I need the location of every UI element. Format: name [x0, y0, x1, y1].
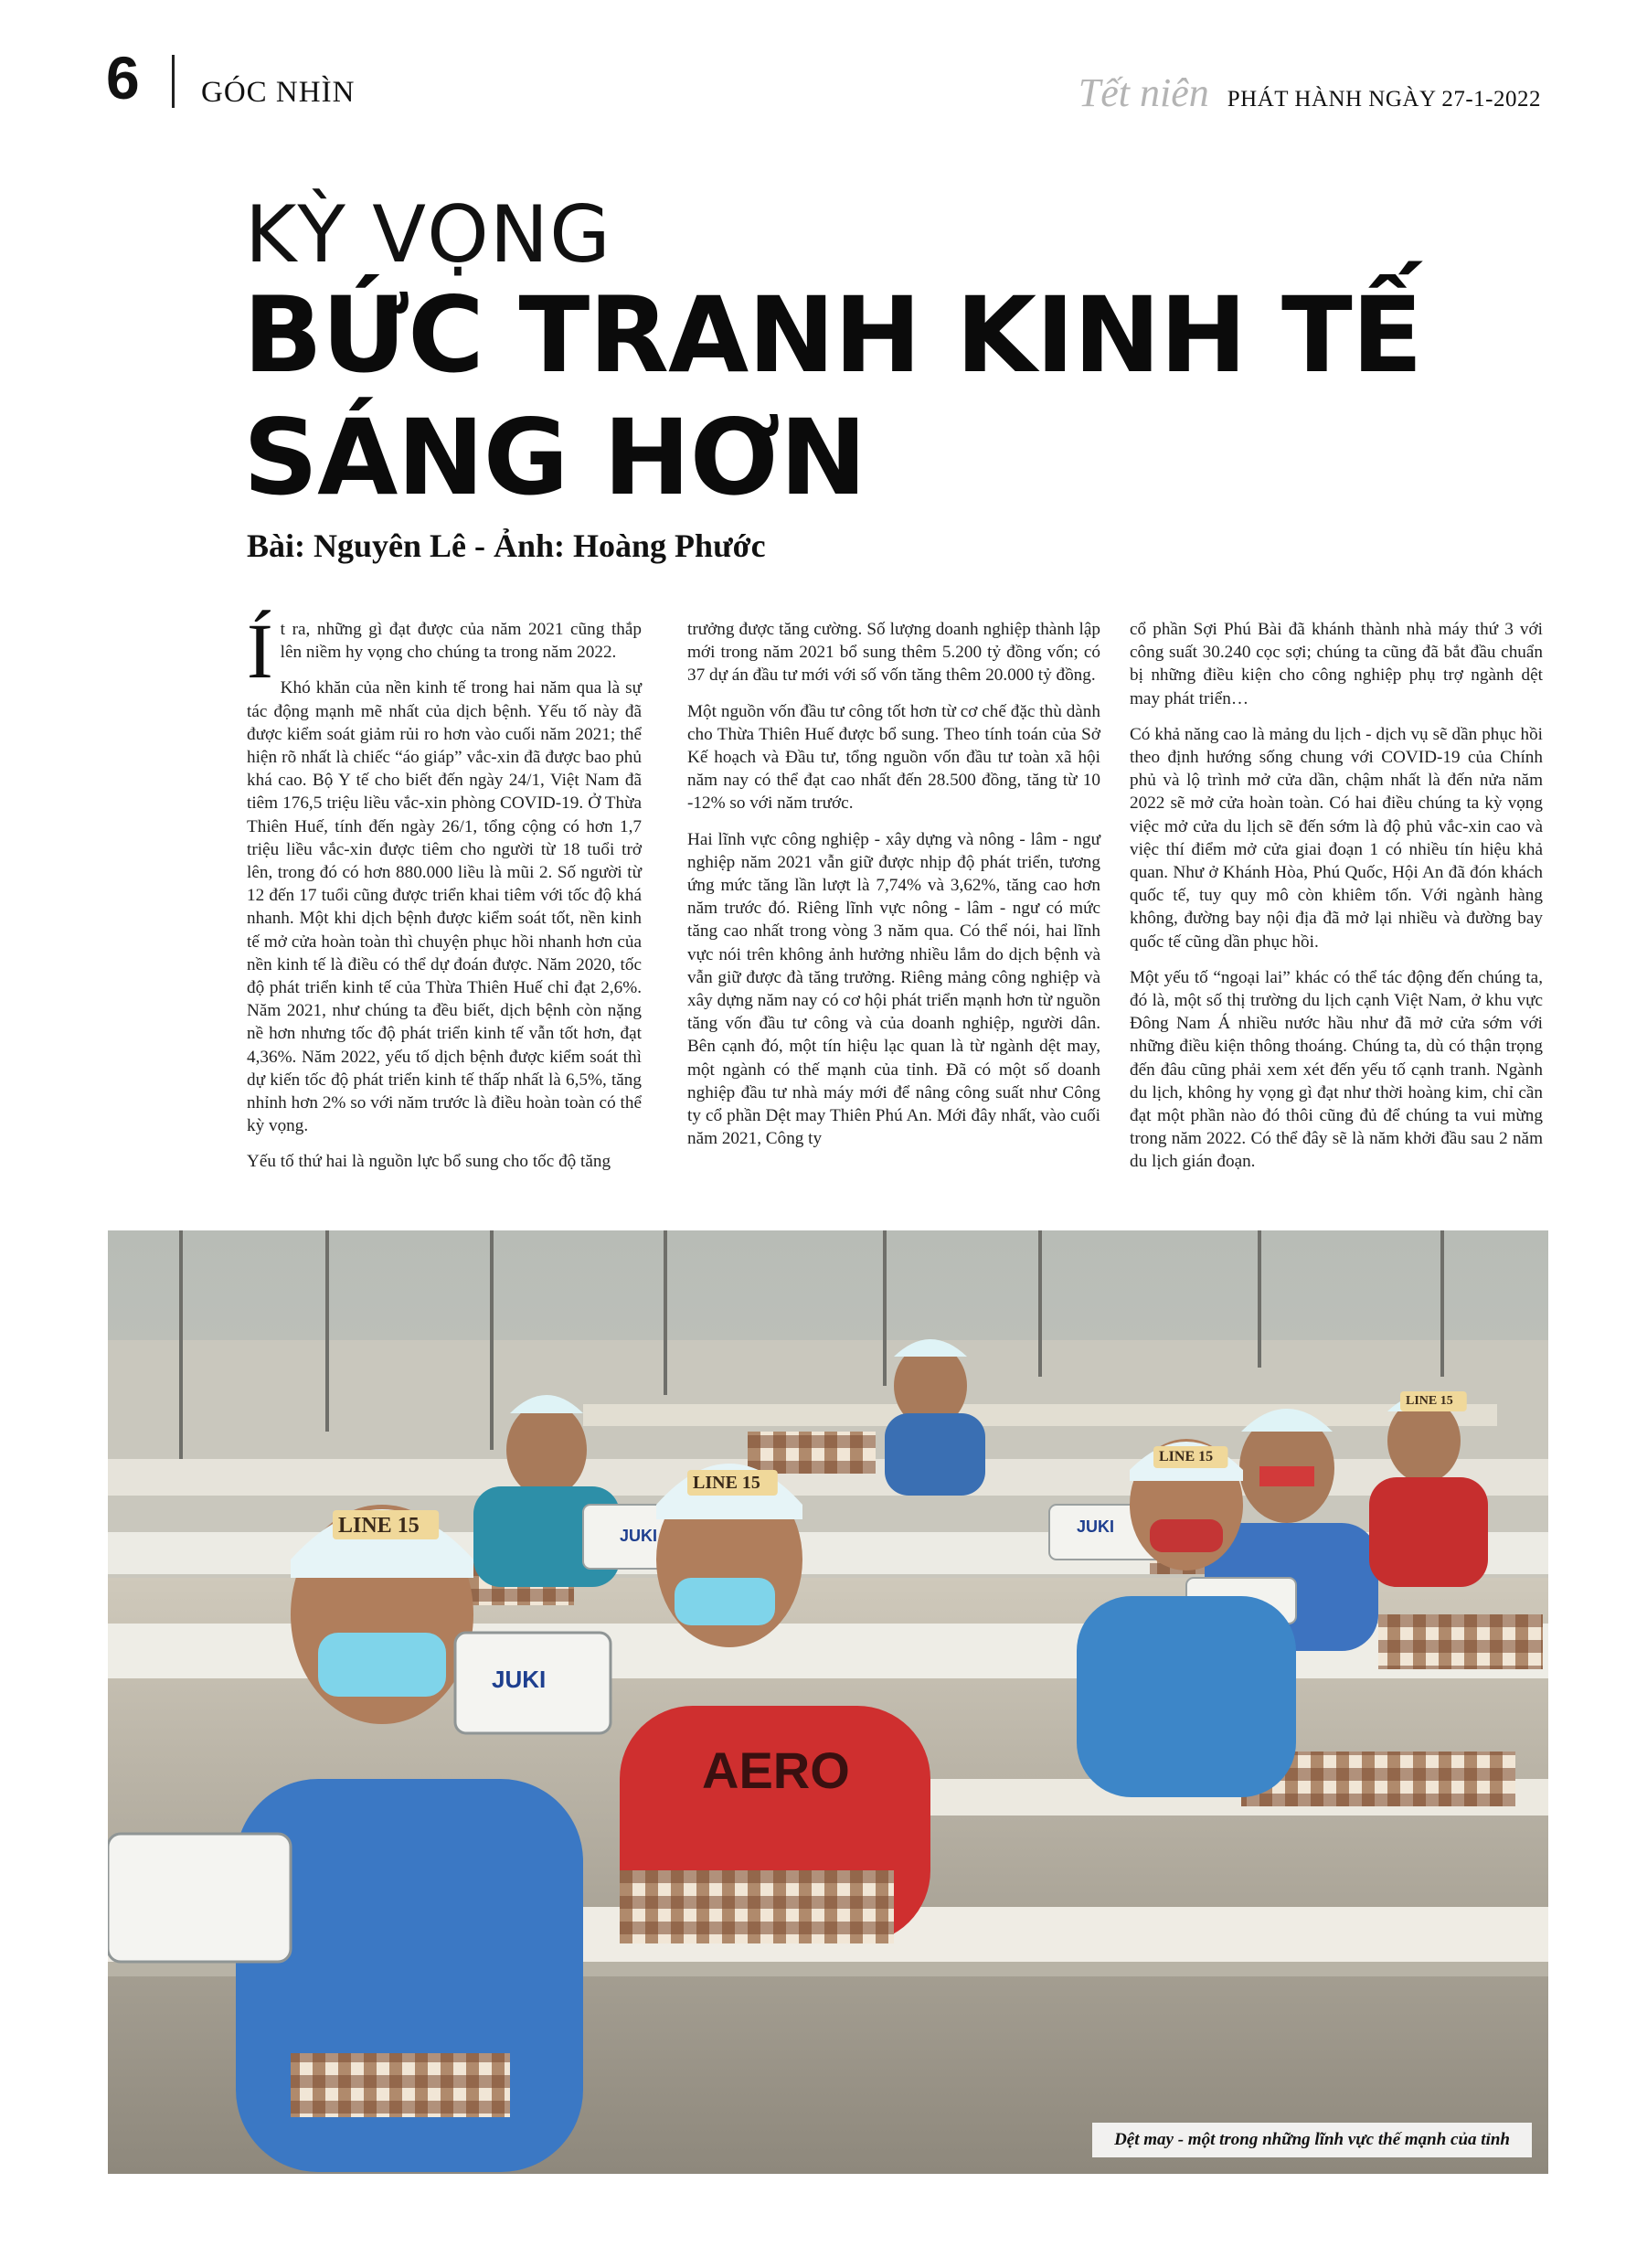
- article-column-1: [247, 607, 642, 1187]
- sewing-workshop-illustration: [108, 1230, 1548, 2174]
- page-number: 6: [106, 44, 140, 112]
- issue-info: [1079, 69, 1541, 116]
- article-headline: BỨC TRANH KINH TẾ SÁNG HƠN: [243, 274, 1422, 518]
- cap-label: LINE 15: [1159, 1449, 1214, 1464]
- publication-brand: Tết niên: [1078, 70, 1209, 115]
- machine-brand-label: JUKI: [620, 1527, 658, 1545]
- header-divider: [172, 55, 175, 108]
- paragraph: cổ phần Sợi Phú Bài đã khánh thành nhà máy thứ 3 với công suất 30.240 cọc sợi; chúng ta cũng đã bắt đầu chuẩn bị những điều kiện cho công nghiệp phụ trợ ngành dệt may phát triển…: [1130, 620, 1543, 708]
- paragraph: Yếu tố thứ hai là nguồn lực bổ sung cho tốc độ tăng: [247, 1152, 611, 1172]
- article-column-2: [687, 618, 1100, 1163]
- paragraph-text: t ra, những gì đạt được của năm 2021 cũng thắp lên niềm hy vọng cho chúng ta trong năm 2022.: [280, 620, 642, 663]
- machine-brand-label: JUKI: [1077, 1517, 1115, 1536]
- shirt-print: AERO: [702, 1741, 850, 1799]
- machine-brand-label: JUKI: [492, 1666, 547, 1693]
- cap-label: LINE 15: [1406, 1394, 1453, 1408]
- cap-label: LINE 15: [338, 1514, 420, 1538]
- paragraph: trưởng được tăng cường. Số lượng doanh nghiệp thành lập mới trong năm 2021 bổ sung thêm 5.200 tỷ đồng vốn; có 37 dự án đầu tư mới với số vốn tăng thêm 20.000 tỷ đồng.: [687, 620, 1100, 686]
- paragraph: Hai lĩnh vực công nghiệp - xây dựng và nông - lâm - ngư nghiệp năm 2021 vẫn giữ được nhịp độ phát triển, tương ứng mức tăng lần lượt là 7,74% và 3,62%, tăng cao hơn năm trước đó. Riêng lĩnh vực nông - lâm - ngư có mức tăng cao nhất trong vòng 3 năm qua. Có thể nói, hai lĩnh vực nói trên không ảnh hưởng nhiều lắm do dịch bệnh và vẫn giữ được đà tăng trưởng. Riêng mảng công nghiệp và xây dựng năm nay có cơ hội phát triển mạnh hơn từ nguồn tăng vốn đầu tư công và của doanh nghiệp, người dân. Bên cạnh đó, một tín hiệu lạc quan là từ ngành dệt may, một ngành có thế mạnh của tỉnh. Đã có một số doanh nghiệp đầu tư nhà máy mới để nâng công suất như Công ty cổ phần Dệt may Thiên Phú An. Mới đây nhất, vào cuối năm 2021, Công ty: [687, 829, 1100, 1149]
- article-byline: Bài: Nguyên Lê - Ảnh: Hoàng Phước: [247, 527, 766, 564]
- cap-label: LINE 15: [693, 1473, 760, 1493]
- paragraph: Có khả năng cao là mảng du lịch - dịch vụ sẽ dần phục hồi theo định hướng sống chung với COVID-19 của Chính phủ và lộ trình mở cửa dần, chậm nhất là đến nửa năm 2022 sẽ mở cửa hoàn toàn. Có hai điều chúng ta kỳ vọng việc mở cửa du lịch sẽ đến sớm là độ phủ vắc-xin cao và việc thí điểm mở cửa giai đoạn 1 có nhiều tín hiệu khả quan. Như ở Khánh Hòa, Phú Quốc, Hội An đã đón khách quốc tế, tuy quy mô còn khiêm tốn. Với ngành hàng không, đường bay nội địa đã mở lại nhiều và đường bay quốc tế cũng dần phục hồi.: [1130, 724, 1543, 952]
- paragraph: Một yếu tố “ngoại lai” khác có thể tác động đến chúng ta, đó là, một số thị trường du lịch cạnh Việt Nam, ở khu vực Đông Nam Á nhiều nước hầu như đã mở cửa sớm với những điều kiện thông thoáng. Chúng ta, dù có thận trọng đến đâu cũng phải xem xét đến yếu tố cạnh tranh. Ngành du lịch, không hy vọng gì đạt như thời hoàng kim, chỉ cần đạt một phần nào đó thôi cũng đủ để chúng ta vui mừng trong năm 2022. Có thể đây sẽ là năm khởi đầu sau 2 năm du lịch gián đoạn.: [1130, 967, 1543, 1172]
- paragraph: Một nguồn vốn đầu tư công tốt hơn từ cơ chế đặc thù dành cho Thừa Thiên Huế được bổ sung. Theo tính toán của Sở Kế hoạch và Đầu tư, tổng nguồn vốn đầu tư toàn xã hội năm nay có thể đạt cao nhất đến 28.500 đồng, tăng từ 10 -12% so với năm trước.: [687, 701, 1100, 814]
- issue-date: PHÁT HÀNH NGÀY 27-1-2022: [1227, 87, 1541, 112]
- paragraph: [247, 607, 642, 695]
- photo-caption: Dệt may - một trong những lĩnh vực thế mạnh của tỉnh: [1092, 2123, 1532, 2157]
- article-kicker: KỲ VỌNG: [245, 189, 611, 281]
- article-column-3: [1130, 618, 1543, 1187]
- paragraph: Khó khăn của nền kinh tế trong hai năm qua là sự tác động mạnh mẽ nhất của dịch bệnh. Yếu tố này đã được kiểm soát giảm rủi ro hơn vào cuối năm 2021; thể hiện rõ nhất là chiếc “áo giáp” vắc-xin đã được bao phủ khá cao. Bộ Y tế cho biết đến ngày 24/1, Việt Nam đã tiêm 176,5 triệu liều vắc-xin phòng COVID-19. Ở Thừa Thiên Huế, tính đến ngày 26/1, tổng cộng có hơn 1,7 triệu liều vắc-xin được tiêm cho người từ 18 tuổi trở lên, trong đó có hơn 880.000 liều là mũi 2. Số người từ 12 đến 17 tuổi cũng được triển khai tiêm với tốc độ khá nhanh. Một khi dịch bệnh được kiểm soát tốt, nền kinh tế mở cửa hoàn toàn thì chuyện phục hồi nhanh hơn của nền kinh tế là điều có thể dự đoán được. Năm 2020, tốc độ phát triển kinh tế của Thừa Thiên Huế chỉ đạt 2,6%. Năm 2021, như chúng ta đều biết, dịch bệnh còn nặng nề hơn nhưng tốc độ phát triển kinh tế vẫn tốt hơn, đạt 4,36%. Năm 2022, yếu tố dịch bệnh được kiểm soát thì dự kiến tốc độ phát triển kinh tế thấp nhất là 6,5%, tăng nhỉnh hơn 2% so với năm trước là điều hoàn toàn có thể kỳ vọng.: [247, 678, 642, 1136]
- factory-photo: [108, 1230, 1548, 2174]
- drop-cap: Í: [247, 607, 273, 695]
- section-name: GÓC NHÌN: [201, 76, 356, 109]
